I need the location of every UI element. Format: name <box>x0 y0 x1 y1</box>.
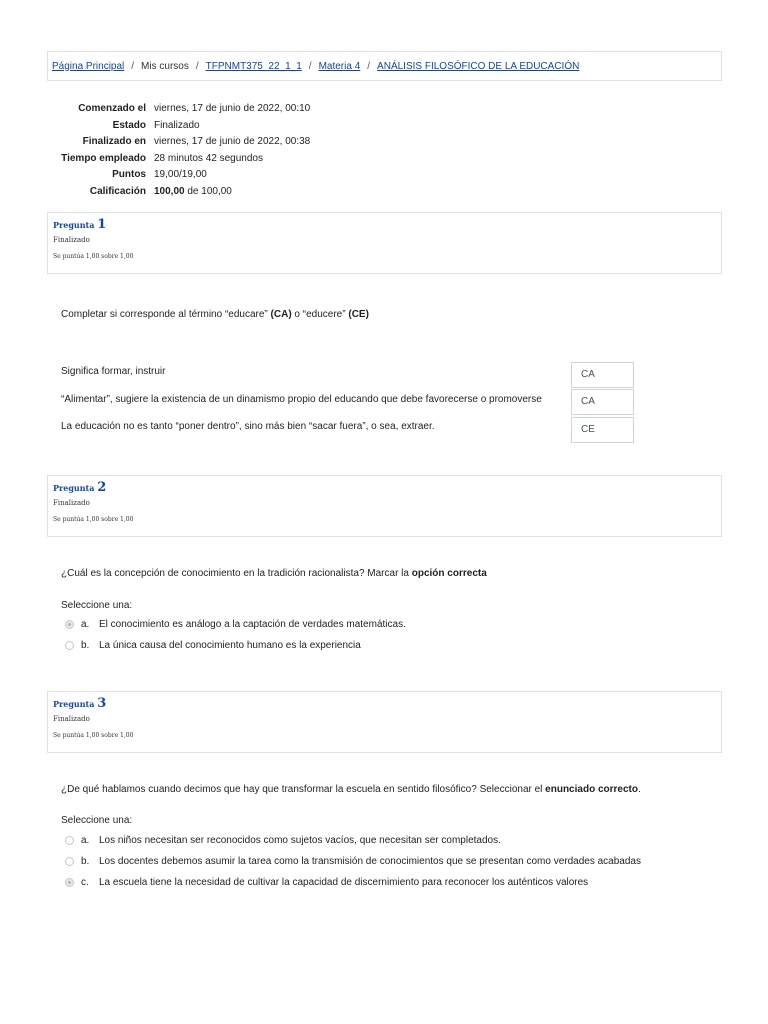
grade-rest: de 100,00 <box>184 185 232 197</box>
question-3-text <box>61 784 641 795</box>
question-number: 2 <box>97 480 107 495</box>
question-2-info <box>47 475 722 537</box>
question-title <box>53 696 716 711</box>
question-number: 1 <box>97 217 107 232</box>
breadcrumb-home-link[interactable]: Página Principal <box>52 60 125 72</box>
answer-letter: b. <box>81 640 90 651</box>
answer-letter: b. <box>81 856 90 867</box>
summary-value: viernes, 17 de junio de 2022, 00:38 <box>154 136 311 148</box>
breadcrumb-separator: / <box>367 60 371 72</box>
summary-row-time <box>54 151 310 168</box>
answer-letter: a. <box>81 835 90 846</box>
qtext-strong: (CE) <box>348 309 369 320</box>
question-grade: Se puntúa 1,00 sobre 1,00 <box>53 253 134 260</box>
summary-row-finished <box>54 134 310 151</box>
breadcrumb-separator: / <box>131 60 135 72</box>
answer-letter: c. <box>81 877 89 888</box>
qtext-part: . <box>637 784 641 795</box>
answer-text: La única causa del conocimiento humano es la experiencia <box>99 640 361 651</box>
question-number: 3 <box>97 696 107 711</box>
match-answer-select[interactable]: CA <box>571 389 634 415</box>
question-grade: Se puntúa 1,00 sobre 1,00 <box>53 732 134 739</box>
question-state: Finalizado <box>53 715 90 723</box>
qtext-part: ¿Cuál es la concepción de conocimiento en la tradición racionalista? Marcar la <box>61 568 412 579</box>
answer-text: Los niños necesitan ser reconocidos como sujetos vacíos, que necesitan ser completados. <box>99 835 501 846</box>
summary-label: Puntos <box>112 169 146 181</box>
breadcrumb-course-link[interactable]: TFPNMT375_22_1_1 <box>205 60 302 72</box>
qtext-strong: opción correcta <box>411 568 487 579</box>
qtext-part: ¿De qué hablamos cuando decimos que hay que transformar la escuela en sentido filosófico? Seleccionar el <box>61 784 546 795</box>
summary-label: Estado <box>112 119 146 131</box>
summary-value: viernes, 17 de junio de 2022, 00:10 <box>154 103 311 114</box>
question-title-label: Pregunta <box>53 483 98 493</box>
match-answer-select[interactable]: CE <box>571 417 634 443</box>
qtext-strong: enunciado correcto <box>545 784 638 795</box>
question-title-label: Pregunta <box>53 699 98 709</box>
breadcrumb-subject-link[interactable]: Materia 4 <box>318 60 361 72</box>
qtext-part: o “educere” <box>291 309 349 320</box>
grade-strong: 100,00 <box>154 185 185 197</box>
radio-checked-icon[interactable] <box>65 620 74 629</box>
select-one-prompt: Seleccione una: <box>61 600 133 611</box>
answer-text: La escuela tiene la necesidad de cultivar la capacidad de discernimiento para reconocer los auténticos valores <box>99 877 589 888</box>
summary-value: 28 minutos 42 segundos <box>154 152 263 164</box>
summary-value <box>154 184 232 201</box>
breadcrumb <box>47 51 722 81</box>
breadcrumb-separator: / <box>195 60 199 72</box>
match-row-text: La educación no es tanto “poner dentro”, sino más bien “sacar fuera”, o sea, extraer. <box>61 421 435 432</box>
breadcrumb-separator: / <box>308 60 312 72</box>
question-grade: Se puntúa 1,00 sobre 1,00 <box>53 516 134 523</box>
question-title <box>53 217 716 232</box>
answer-option[interactable] <box>65 640 361 651</box>
summary-value: 19,00/19,00 <box>154 169 207 181</box>
qtext-strong: (CA) <box>270 309 292 320</box>
radio-icon[interactable] <box>65 857 74 866</box>
question-title <box>53 480 716 495</box>
summary-label: Finalizado en <box>82 136 146 148</box>
question-3-info <box>47 691 722 753</box>
select-one-prompt: Seleccione una: <box>61 815 133 826</box>
answer-option[interactable] <box>65 619 406 630</box>
radio-checked-icon[interactable] <box>65 878 74 887</box>
question-state: Finalizado <box>53 236 90 244</box>
radio-icon[interactable] <box>65 836 74 845</box>
question-state: Finalizado <box>53 499 90 507</box>
summary-row-started <box>54 101 310 118</box>
summary-row-points <box>54 167 310 184</box>
answer-text: Los docentes debemos asumir la tarea como la transmisión de conocimientos que se presentan como verdades acabadas <box>99 856 641 867</box>
match-answer-select[interactable]: CA <box>571 362 634 388</box>
summary-value: Finalizado <box>154 119 200 131</box>
breadcrumb-activity-link[interactable]: ANÁLISIS FILOSÓFICO DE LA EDUCACIÓN <box>377 60 580 72</box>
question-1-text <box>61 309 369 320</box>
summary-row-state <box>54 118 310 135</box>
summary-label: Calificación <box>89 185 146 197</box>
summary-label: Comenzado el <box>78 103 146 114</box>
match-row-text: Significa formar, instruir <box>61 366 166 377</box>
summary-label: Tiempo empleado <box>61 152 146 164</box>
question-1-info <box>47 212 722 274</box>
answer-option[interactable] <box>65 877 588 888</box>
question-2-text <box>61 568 487 579</box>
question-title-label: Pregunta <box>53 220 98 230</box>
match-row-text: “Alimentar”, sugiere la existencia de un dinamismo propio del educando que debe favorecerse o promoverse <box>61 394 542 405</box>
summary-row-grade <box>54 184 310 201</box>
radio-icon[interactable] <box>65 641 74 650</box>
answer-letter: a. <box>81 619 90 630</box>
answer-option[interactable] <box>65 856 641 867</box>
qtext-part: Completar si corresponde al término “educare” <box>61 309 271 320</box>
answer-text: El conocimiento es análogo a la captación de verdades matemáticas. <box>99 619 406 630</box>
breadcrumb-my-courses: Mis cursos <box>141 60 189 72</box>
answer-option[interactable] <box>65 835 501 846</box>
attempt-summary <box>54 101 310 201</box>
